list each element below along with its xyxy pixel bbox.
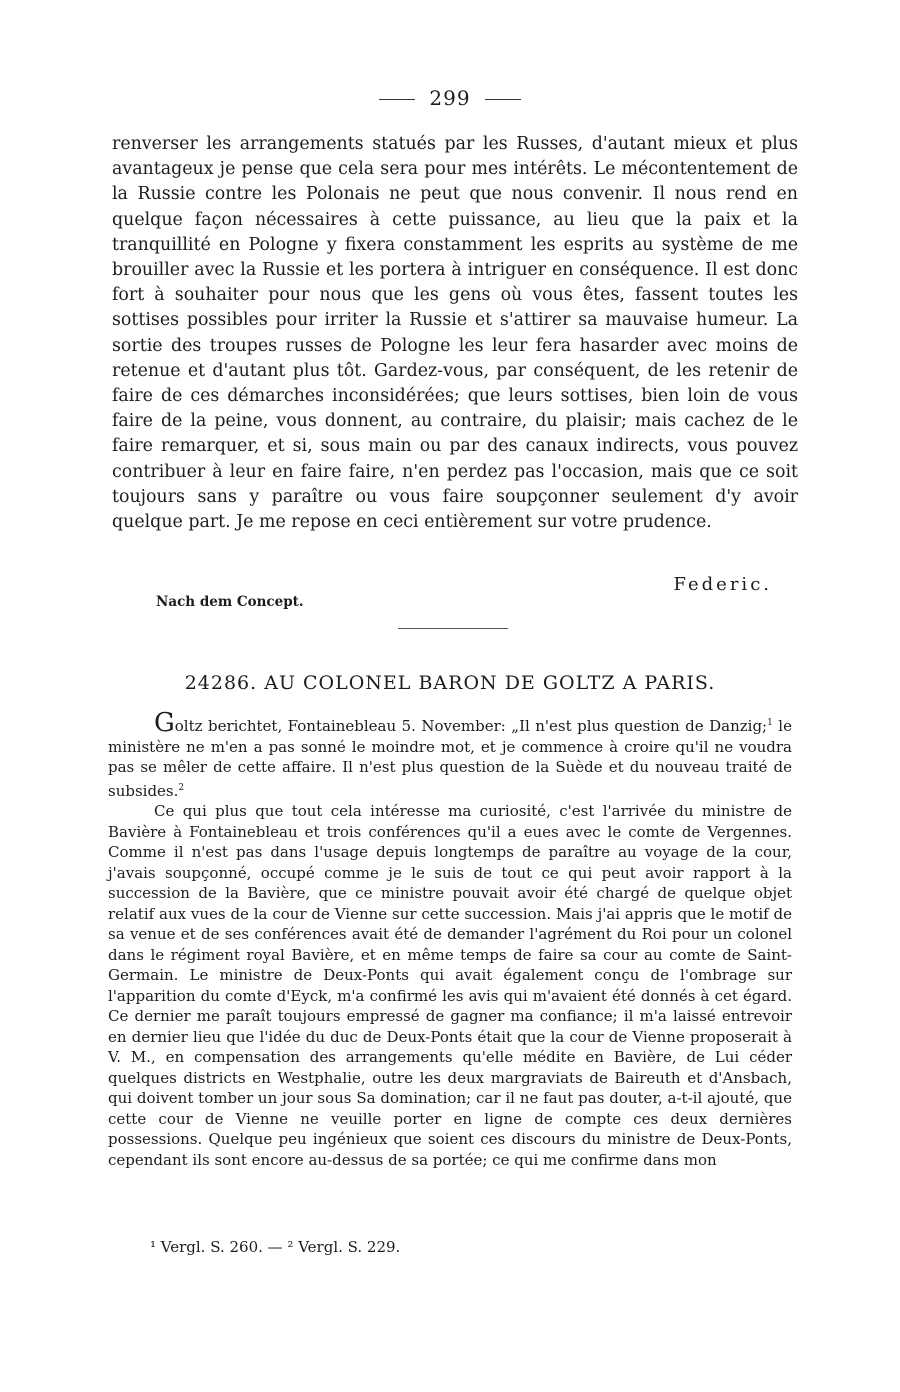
letter-body: renverser les arrangements statués par les Russes, d'autant mieux et plus avantageux je pense que cela sera pour mes intérêts. Le mécontentement de la Russie contre les Polonais ne peut que nous convenir. Il nous rend en quelque façon nécessaires à cette puissance, au lieu que la paix et la tranquillité en Pologne y fixera constamment les esprits au système de me brouiller avec la Russie et les portera à intriguer en conséquence. Il est donc fort à souhaiter pour nous que les gens où vous êtes, fassent toutes les sottises possibles pour irriter la Russie et s'attirer sa mauvaise humeur. La sortie des troupes russes de Pologne les leur fera hasarder avec moins de retenue et d'autant plus tôt. Gardez-vous, par conséquent, de les retenir de faire de ces démarches inconsidérées; que leurs sottises, bien loin de vous faire de la peine, vous donnent, au contraire, du plaisir; mais cachez de le faire remarquer, et si, sous main ou par des canaux indirects, vous pouvez contribuer à leur en faire faire, n'en perdez pas l'occasion, mais que ce soit toujours sans y paraître ou vous faire soupçonner seulement d'y avoir quelque part. Je me repose en ceci entièrement sur votre prudence.	[112, 134, 798, 533]
page-number: 299	[429, 86, 471, 110]
source-note: Nach dem Concept.	[156, 594, 304, 610]
drop-cap: G	[154, 708, 175, 738]
report-intro-cont: le ministère ne m'en a pas sonné le moindre mot, et je commence à croire qu'il ne voudra pas se mêler de cette affaire. Il n'est plus question de la Suède et du nouveau traité de subsides.	[108, 717, 792, 800]
report-section	[108, 708, 792, 1170]
signature: Federic.	[673, 574, 772, 595]
footnotes: ¹ Vergl. S. 260. — ² Vergl. S. 229.	[150, 1238, 401, 1256]
report-paragraph-2: Ce qui plus que tout cela intéresse ma curiosité, c'est l'arrivée du ministre de Bavière à Fontainebleau et trois conférences qu'il a eues avec le comte de Vergennes. Comme il n'est pas dans l'usage depuis longtemps de paraître au voyage de la cour, j'avais soupçonné, occupé comme je le suis de tout ce qui peut avoir rapport à la succession de la Bavière, que ce ministre pouvait avoir été chargé de quelque objet relatif aux vues de la cour de Vienne sur cette succession. Mais j'ai appris que le motif de sa venue et de ses conférences avait été de demander l'agrément du Roi pour un colonel dans le régiment royal Bavière, et en même temps de faire sa cour au comte de Saint-Germain. Le ministre de Deux-Ponts qui avait également conçu de l'ombrage sur l'apparition du comte d'Eyck, m'a confirmé les avis qui m'avaient été donnés à cet égard. Ce dernier me paraît toujours empressé de gagner ma confiance; il m'a laissé entrevoir en dernier lieu que l'idée du duc de Deux-Ponts était que la cour de Vienne proposerait à V. M., en compensation des arrangements qu'elle médite en Bavière, de Lui céder quelques districts en Westphalie, outre les deux margraviats de Baireuth et d'Ansbach, qui doivent tomber un jour sous Sa domination; car il ne faut pas douter, a-t-il ajouté, que cette cour de Vienne ne veuille porter en ligne de compte ces deux dernières possessions. Quelque peu ingénieux que soient ces discours du ministre de Deux-Ponts, cependant ils sont encore au-dessus de sa portée; ce qui me confirme dans mon	[108, 802, 792, 1169]
footnote-ref-1: 1	[767, 718, 773, 728]
header-rule-right	[485, 99, 521, 100]
letter-heading: 24286. AU COLONEL BARON DE GOLTZ A PARIS.	[184, 672, 716, 694]
report-intro-paragraph	[108, 710, 792, 801]
section-divider	[398, 628, 508, 629]
header-rule-left	[379, 99, 415, 100]
footnote-ref-2: 2	[178, 782, 185, 793]
page-header	[0, 86, 900, 110]
report-intro: oltz berichtet, Fontainebleau 5. November: „Il n'est plus question de Danzig;	[174, 717, 768, 735]
